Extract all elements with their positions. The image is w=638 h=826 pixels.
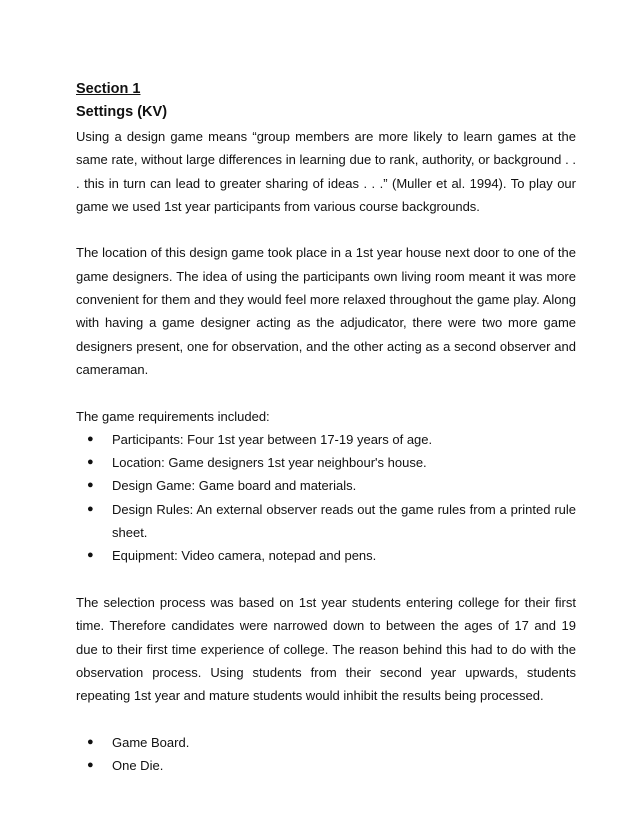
list-item — [76, 428, 576, 451]
list-item — [76, 474, 576, 497]
section-heading: Section 1 — [76, 81, 141, 97]
bullet-icon: ● — [87, 456, 94, 469]
bullet-icon: ● — [87, 549, 94, 562]
location-paragraph: The location of this design game took place in a 1st year house next door to one of the game designers. The idea of using the participants own living room meant it was more convenient for them and they would feel more relaxed throughout the game play. Along with having a game designer acting as the adjudicator, there were two more game designers present, one for observation, and the other acting as a second observer and cameraman. — [76, 245, 576, 377]
bullet-icon: ● — [87, 432, 94, 445]
bullet-icon: ● — [87, 479, 94, 492]
bullet-icon: ● — [87, 759, 94, 772]
list-item-text: Equipment: Video camera, notepad and pens. — [112, 548, 377, 564]
list-item — [76, 498, 576, 545]
list-item-text: Location: Game designers 1st year neighbour's house. — [112, 455, 427, 471]
requirements-intro: The game requirements included: — [76, 408, 270, 424]
materials-list — [76, 731, 576, 778]
list-item-text: One Die. — [112, 758, 164, 774]
list-item — [76, 731, 576, 754]
bullet-icon: ● — [87, 502, 94, 515]
spacer — [76, 568, 576, 591]
list-item — [76, 451, 576, 474]
bullet-icon: ● — [87, 735, 94, 748]
list-item — [76, 544, 576, 567]
spacer — [76, 707, 576, 730]
settings-heading: Settings (KV) — [76, 104, 168, 120]
document-page — [76, 78, 576, 777]
list-item — [76, 754, 576, 777]
list-item-text: Participants: Four 1st year between 17-19 years of age. — [112, 431, 433, 447]
requirements-list — [76, 428, 576, 568]
spacer — [76, 218, 576, 241]
selection-paragraph: The selection process was based on 1st year students entering college for their first time. Therefore candidates were narrowed down to between the ages of 17 and 19 due to their first time experience of college. The reason behind this had to do with the observation process. Using students from their second year upwards, students repeating 1st year and mature students would inhibit the results being processed. — [76, 594, 576, 704]
list-item-text: Design Rules: An external observer reads out the game rules from a printed rule sheet. — [112, 501, 576, 541]
spacer — [76, 381, 576, 404]
list-item-text: Design Game: Game board and materials. — [112, 478, 357, 494]
list-item-text: Game Board. — [112, 734, 190, 750]
intro-paragraph: Using a design game means “group members are more likely to learn games at the same rate, without large differences in learning due to rank, authority, or background . . . this in turn can lead to greater sharing of ideas . . .” (Muller et al. 1994). To play our game we used 1st year participants from various course backgrounds. — [76, 129, 576, 214]
